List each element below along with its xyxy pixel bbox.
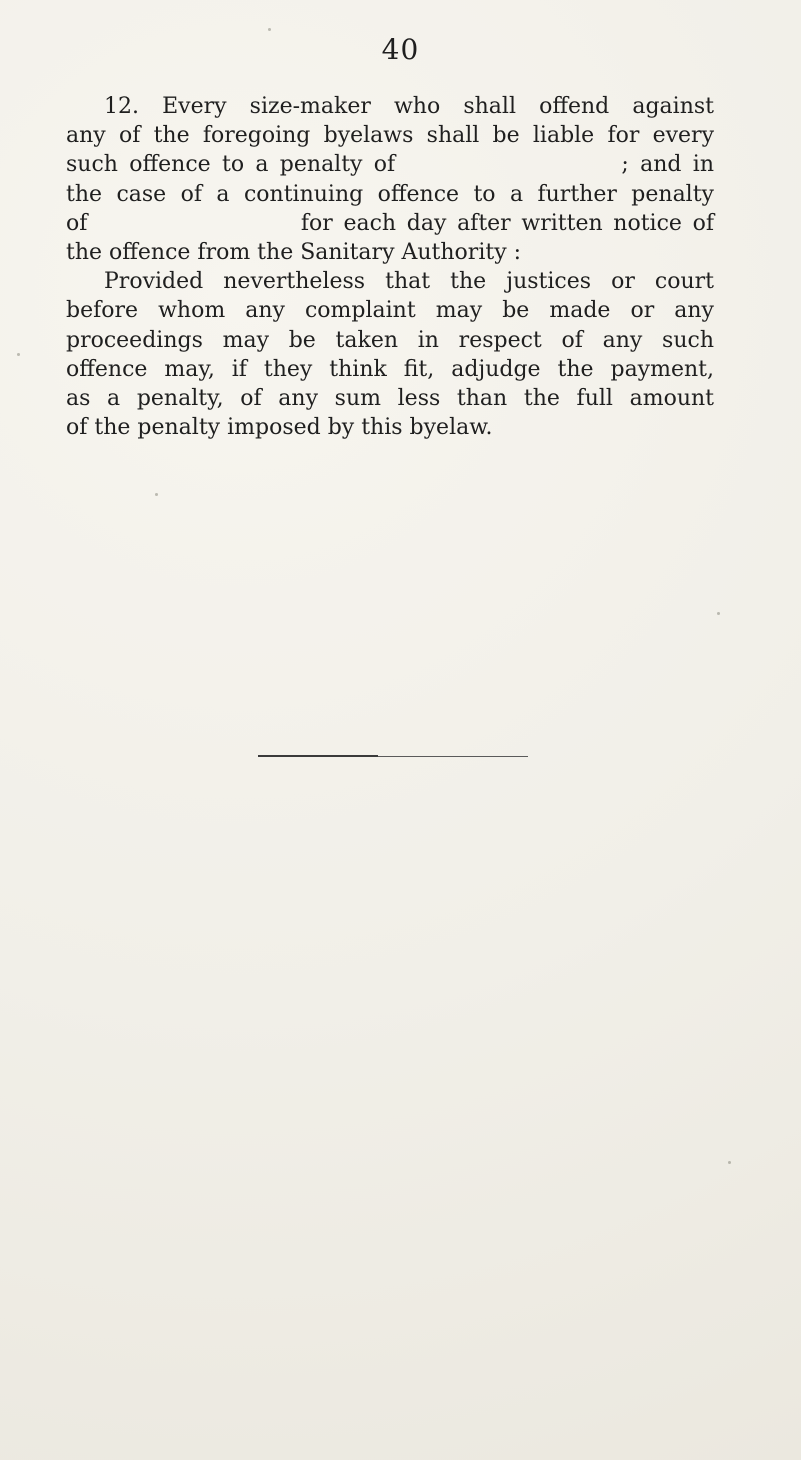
text-line: of the penalty imposed by this byelaw. [66,415,493,441]
text-line: such offence to a penalty of ; and in [66,152,714,178]
text-line: as a penalty, of any sum less than the full amount [66,386,714,412]
paper-speck [155,493,158,496]
section-divider-rule [258,756,528,757]
paper-speck [17,353,20,356]
page-number: 40 [381,33,420,66]
text-line: proceedings may be taken in respect of any such [66,327,714,353]
text-line: of for each day after written notice of [66,210,714,236]
paper-speck [268,28,271,31]
text-line: 12. Every size-maker who shall offend against [104,94,714,119]
byelaw-paragraph [66,92,714,442]
text-line: offence may, if they think fit, adjudge the payment, [66,356,714,382]
text-line: before whom any complaint may be made or any [66,298,714,324]
text-line: the case of a continuing offence to a further penalty [66,181,714,207]
paper-speck [728,1161,731,1164]
text-line: the offence from the Sanitary Authority : [66,240,522,266]
paper-speck [717,612,720,615]
text-line: any of the foregoing byelaws shall be liable for every [66,123,714,149]
text-line: Provided nevertheless that the justices or court [104,269,714,295]
